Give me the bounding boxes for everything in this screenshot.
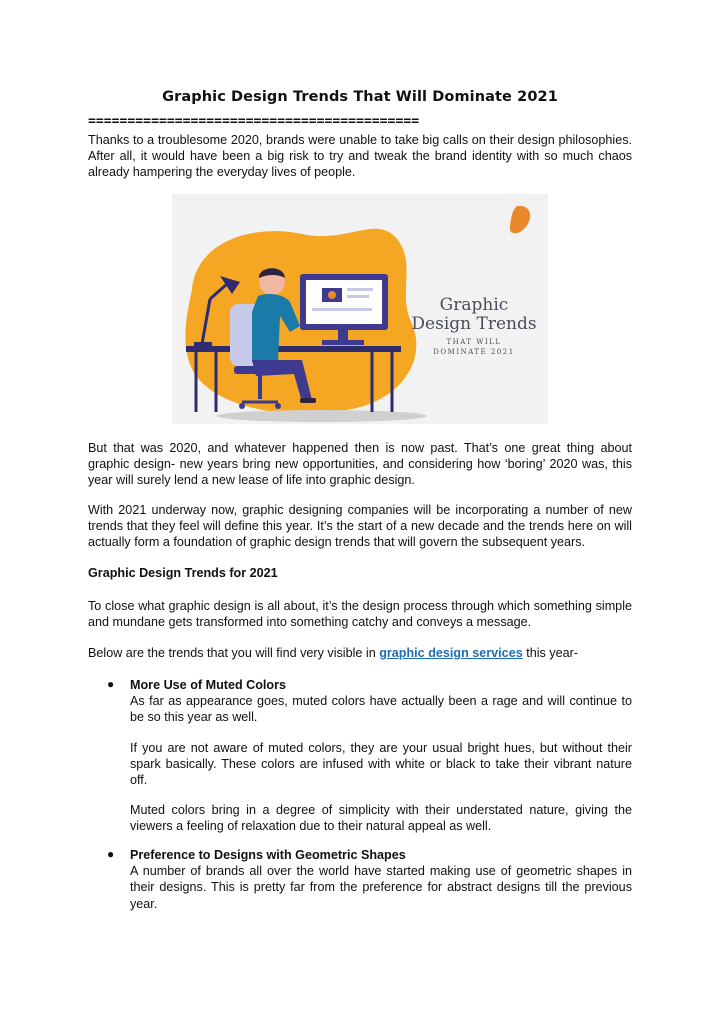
desk-top — [186, 346, 401, 352]
paragraph-2021-text: With 2021 underway now, graphic designing companies will be incorporating a number of new trends that they feel will define this year. It’s the start of a new decade and the trends here on will actually form a foundation of graphic design trends that will govern the subsequent years. — [88, 503, 632, 550]
list-item-paragraph: Muted colors bring in a degree of simplicity with their understated nature, giving the viewers a feeling of relaxation due to their natural appeal as well. — [130, 803, 632, 834]
intro-paragraph — [88, 132, 632, 181]
paragraph-trends-intro — [88, 645, 632, 661]
hero-title-line2: Design Trends — [411, 314, 537, 334]
intro-text: Thanks to a troublesome 2020, brands were unable to take big calls on their design philosophies. After all, it would have been a big risk to try and tweak the brand identity with so much chaos already hampering the everyday lives of people. — [88, 133, 632, 180]
list-item-body — [130, 677, 632, 835]
paragraph-2020-text: But that was 2020, and whatever happened then is now past. That’s one great thing about graphic design- new years bring new opportunities, and considering how ‘boring’ 2020 was, this year will surely lend a new lease of life into graphic design. — [88, 441, 632, 488]
paragraph-2020 — [88, 440, 632, 489]
paragraph-design-process — [88, 598, 632, 630]
hero-illustration — [172, 194, 548, 424]
trends-intro-text: Below are the trends that you will find very visible in — [88, 646, 380, 660]
paragraph-design-process-text: To close what graphic design is all about, it’s the design process through which something simple and mundane gets transformed into something catchy and conveys a message. — [88, 599, 632, 630]
bullet-dot-icon: ● — [107, 847, 115, 861]
list-item-heading: More Use of Muted Colors — [130, 678, 287, 692]
list-item-paragraph: A number of brands all over the world have started making use of geometric shapes in their designs. This is pretty far from the preference for abstract designs till the previous year. — [130, 864, 632, 911]
hero-sub-line1: THAT WILL — [446, 338, 502, 346]
hero-title-line1: Graphic — [439, 295, 509, 315]
paragraph-2021 — [88, 502, 632, 551]
hero-sub-line2: DOMINATE 2021 — [433, 348, 515, 356]
list-item-paragraph: As far as appearance goes, muted colors have actually been a rage and will continue to be so this year as well. — [130, 694, 632, 725]
bullet-dot-icon: ● — [107, 677, 115, 691]
list-item-paragraph: If you are not aware of muted colors, they are your usual bright hues, but without their spark basically. These colors are infused with white or black to take their vibrant nature off. — [130, 740, 632, 788]
section-heading: Graphic Design Trends for 2021 — [88, 566, 278, 580]
document-title: Graphic Design Trends That Will Dominate 2021 — [162, 89, 558, 105]
list-item-heading: Preference to Designs with Geometric Shapes — [130, 848, 406, 862]
trends-intro-suffix: this year- — [522, 646, 578, 660]
separator-rule: ========================================== — [88, 115, 420, 129]
floor-shadow — [217, 410, 427, 422]
list-item-body — [130, 847, 632, 912]
graphic-design-services-link[interactable]: graphic design services — [379, 646, 523, 660]
